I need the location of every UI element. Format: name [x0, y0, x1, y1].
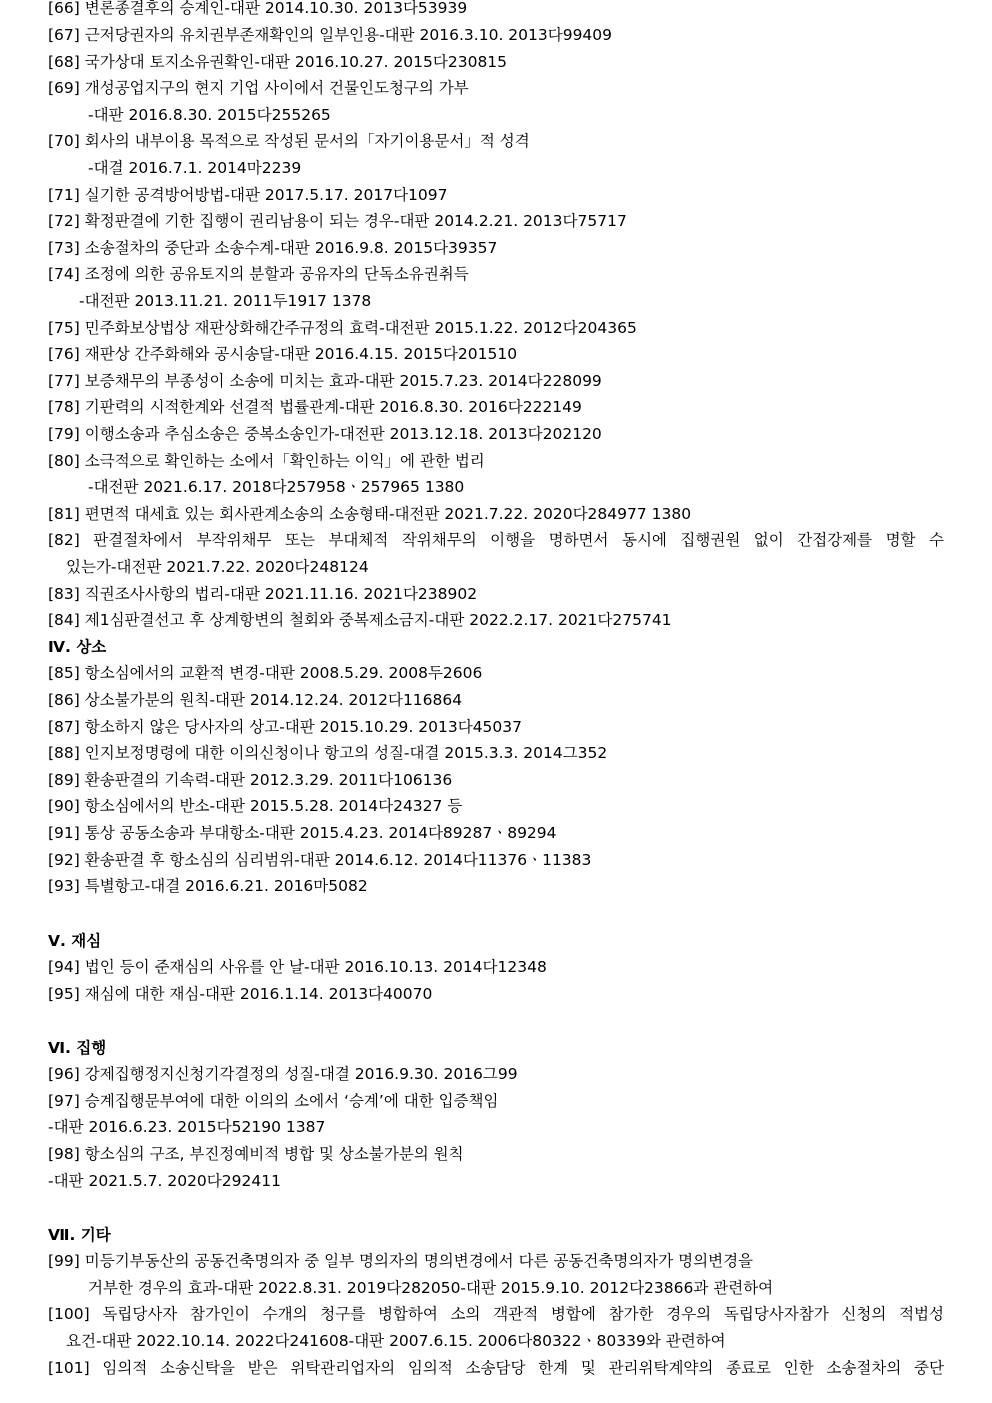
list-item: [75] 민주화보상법상 재판상화해간주규정의 효력-대전판 2015.1.22. 2012다204365: [48, 319, 637, 337]
list-item-continuation: 거부한 경우의 효과-대판 2022.8.31. 2019다282050-대판 2015.9.10. 2012다23866과 관련하여: [88, 1279, 774, 1297]
list-item-continuation: -대판 2016.8.30. 2015다255265: [88, 106, 331, 124]
list-item: [92] 환송판결 후 항소심의 심리범위-대판 2014.6.12. 2014다11376ㆍ11383: [48, 851, 592, 869]
list-item-continuation: 요건-대판 2022.10.14. 2022다241608-대판 2007.6.15. 2006다80322ㆍ80339와 관련하여: [66, 1332, 726, 1350]
list-item: [86] 상소불가분의 원칙-대판 2014.12.24. 2012다116864: [48, 691, 463, 709]
list-item: [82] 판결절차에서 부작위채무 또는 부대체적 작위채무의 이행을 명하면서 동시에 집행권원 없이 간접강제를 명할 수: [48, 531, 944, 549]
list-item: [88] 인지보정명령에 대한 이의신청이나 항고의 성질-대결 2015.3.3. 2014그352: [48, 744, 608, 762]
list-item: [68] 국가상대 토지소유권확인-대판 2016.10.27. 2015다230815: [48, 53, 508, 71]
list-item: [85] 항소심에서의 교환적 변경-대판 2008.5.29. 2008두2606: [48, 664, 483, 682]
list-item: [95] 재심에 대한 재심-대판 2016.1.14. 2013다40070: [48, 985, 433, 1003]
list-item: [87] 항소하지 않은 당사자의 상고-대판 2015.10.29. 2013다45037: [48, 718, 522, 736]
list-item-continuation: -대전판 2021.6.17. 2018다257958ㆍ257965 1380: [88, 478, 465, 496]
list-item: [71] 실기한 공격방어방법-대판 2017.5.17. 2017다1097: [48, 186, 448, 204]
section-heading: Ⅵ. 집행: [48, 1039, 107, 1057]
list-item: [84] 제1심판결선고 후 상계항변의 철회와 중복제소금지-대판 2022.2.17. 2021다275741: [48, 611, 672, 629]
list-item: [77] 보증채무의 부종성이 소송에 미치는 효과-대판 2015.7.23. 2014다228099: [48, 372, 602, 390]
section-heading: Ⅴ. 재심: [48, 932, 102, 950]
list-item: [96] 강제집행정지신청기각결정의 성질-대결 2016.9.30. 2016그99: [48, 1065, 518, 1083]
list-item-continuation: -대판 2021.5.7. 2020다292411: [48, 1172, 281, 1190]
list-item: [72] 확정판결에 기한 집행이 권리남용이 되는 경우-대판 2014.2.21. 2013다75717: [48, 212, 627, 230]
list-item: [74] 조정에 의한 공유토지의 분할과 공유자의 단독소유권취득: [48, 265, 469, 283]
list-item: [76] 재판상 간주화해와 공시송달-대판 2016.4.15. 2015다201510: [48, 345, 518, 363]
list-item: [93] 특별항고-대결 2016.6.21. 2016마5082: [48, 877, 368, 895]
list-item: [98] 항소심의 구조, 부진정예비적 병합 및 상소불가분의 원칙: [48, 1145, 464, 1163]
list-item: [100] 독립당사자 참가인이 수개의 청구를 병합하여 소의 객관적 병합에 참가한 경우의 독립당사자참가 신청의 적법성: [48, 1305, 944, 1323]
list-item: [89] 환송판결의 기속력-대판 2012.3.29. 2011다106136: [48, 771, 453, 789]
list-item: [69] 개성공업지구의 현지 기업 사이에서 건물인도청구의 가부: [48, 79, 469, 97]
list-item: [67] 근저당권자의 유치권부존재확인의 일부인용-대판 2016.3.10. 2013다99409: [48, 26, 613, 44]
list-item-continuation: -대판 2016.6.23. 2015다52190 1387: [48, 1118, 326, 1136]
list-item: [101] 임의적 소송신탁을 받은 위탁관리업자의 임의적 소송담당 한계 및 관리위탁계약의 종료로 인한 소송절차의 중단: [48, 1359, 944, 1377]
list-item-continuation: -대전판 2013.11.21. 2011두1917 1378: [79, 292, 372, 310]
list-item: [73] 소송절차의 중단과 소송수계-대판 2016.9.8. 2015다39357: [48, 239, 498, 257]
list-item: [81] 편면적 대세효 있는 회사관계소송의 소송형태-대전판 2021.7.22. 2020다284977 1380: [48, 505, 692, 523]
section-heading: Ⅶ. 기타: [48, 1226, 111, 1244]
list-item: [99] 미등기부동산의 공동건축명의자 중 일부 명의자의 명의변경에서 다른 공동건축명의자가 명의변경을: [48, 1252, 754, 1270]
list-item: [94] 법인 등이 준재심의 사유를 안 날-대판 2016.10.13. 2014다12348: [48, 958, 547, 976]
list-item: [83] 직권조사사항의 법리-대판 2021.11.16. 2021다238902: [48, 585, 478, 603]
list-item: [79] 이행소송과 추심소송은 중복소송인가-대전판 2013.12.18. 2013다202120: [48, 425, 602, 443]
list-item: [78] 기판력의 시적한계와 선결적 법률관계-대판 2016.8.30. 2016다222149: [48, 398, 582, 416]
list-item: [66] 변론종결후의 승계인-대판 2014.10.30. 2013다53939: [48, 0, 468, 17]
list-item: [70] 회사의 내부이용 목적으로 작성된 문서의「자기이용문서」적 성격: [48, 132, 530, 150]
list-item: [91] 통상 공동소송과 부대항소-대판 2015.4.23. 2014다89287ㆍ89294: [48, 824, 557, 842]
list-item: [90] 항소심에서의 반소-대판 2015.5.28. 2014다24327 등: [48, 797, 463, 815]
list-item: [97] 승계집행문부여에 대한 이의의 소에서 ‘승계’에 대한 입증책임: [48, 1092, 499, 1110]
section-heading: Ⅳ. 상소: [48, 638, 107, 656]
list-item: [80] 소극적으로 확인하는 소에서「확인하는 이익」에 관한 법리: [48, 452, 485, 470]
list-item-continuation: 있는가-대전판 2021.7.22. 2020다248124: [66, 558, 369, 576]
list-item-continuation: -대결 2016.7.1. 2014마2239: [88, 159, 302, 177]
